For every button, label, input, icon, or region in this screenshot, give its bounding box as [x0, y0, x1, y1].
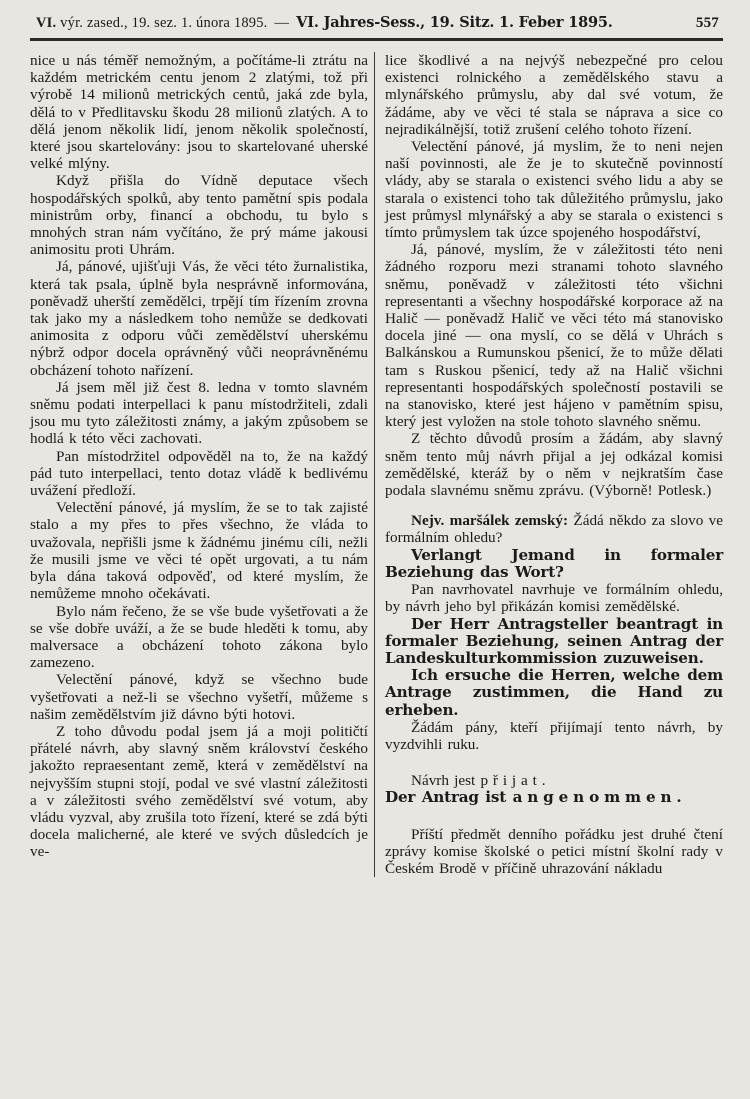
paragraph: Když přišla do Vídně deputace všech hospodářských spolků, aby tento pamětní spis podala ministrům orby, financí a obchodu, tu bylo s mnohých stran nám vyčítáno, že prý máme jakousi animositu proti Uhrám.	[30, 172, 368, 259]
session-label-german: VI. Jahres-Sess., 19. Sitz. 1. Feber 1895.	[296, 14, 613, 31]
paragraph: Velectění pánové, když se všechno bude vyšetřovati a než-li se všechno vyšetří, můžeme s našim zemědělstvím již dávno býti hotovi.	[30, 671, 368, 723]
speaker-paragraph: Nejv. maršálek zemský: Žádá někdo za slovo ve formálním ohledu?	[385, 512, 724, 547]
german-paragraph: Verlangt Jemand in formaler Beziehung das Wort?	[385, 545, 723, 581]
header-rule	[30, 38, 723, 41]
right-column	[375, 52, 723, 877]
paragraph: Žádám pány, kteří přijímají tento návrh, by vyzdvihli ruku.	[385, 718, 723, 753]
paragraph: lice škodlivé a na nejvýš nebezpečné pro celou existenci rolnického a zemědělského stavu a mlynářského průmyslu, aby dal své votum, že žádáme, aby ve věci té stala se náprava a sice co nejradikálnější, totiž zrušení celého tohoto řízení.	[385, 52, 723, 138]
paragraph: Z toho důvodu podal jsem já a moji političtí přátelé návrh, aby slavný sněm království českého jakožto repraesentant země, která v zemědělství na nejvyšším stupni stojí, podal ve své vlastní záležitosti a v záležitosti svého zemědělství své votum, aby vládu vyzval, aby zrušila toto řízení, které se zdá býti docela malicherné, ale které ve svých důsledcích je ve-	[30, 722, 368, 861]
german-paragraph: Der Herr Antragsteller beantragt in formaler Beziehung, seinen Antrag der Landeskulturkommission zuzuweisen.	[385, 614, 723, 667]
paragraph: nice u nás téměř nemožným, a počítáme-li ztrátu na každém metrickém centu jenom 2 zlatými, tož při výrobě 14 milionů metrických centů, jaká zde byla, dělá to v Předlitavsku škodu 28 milionů zlatých. A to dělá jenom několik lidí, jenom několik společností, které jsou skartelovány: jsou to skartelované uherské velké mlýny.	[30, 52, 368, 173]
speaker-name: Nejv. maršálek zemský:	[411, 512, 569, 530]
paragraph: Já, pánové, myslím, že v záležitosti této neni žádného rozporu mezi stranami tohoto slavného sněmu, poněvadž v záležitosti této všichni representanti a všechny hospodářské korporace až na Halič — poněvadž Halič ve věci této má stanovisko docela jiné — ona myslí, co se dělá v Uhrách s Balkánskou a Rumunskou pšenicí, že to může dělati tam s Ruskou pšenicí, tedy až na Halič všichni representanti hospodářských společností postavili se na stanovisko, které jest hájeno v pamětním spisu, který jest vyložen na stole tohoto slavného sněmu.	[385, 241, 723, 431]
next-agenda-paragraph: Příští předmět denního pořádku jest druhé čtení zprávy komise školské o petici místní školní rady v Českém Brodě v příčině uhrazování nákladu	[385, 825, 723, 877]
resolution-german: Der Antrag ist angenommen.	[385, 788, 687, 807]
page-header	[30, 14, 723, 32]
text-columns	[30, 52, 723, 877]
paragraph: Z těchto důvodů prosím a žádám, aby slavný sněm tento můj návrh přijal a jej odkázal komisi zemědělské, kteráž by o něm v nejkratším čase podala slavnému sněmu zprávu. (Výborně! Potlesk.)	[385, 430, 723, 500]
german-paragraph: Ich ersuche die Herren, welche dem Antrage zustimmen, die Hand zu erheben.	[385, 666, 723, 719]
spaced-word: přijat.	[480, 772, 551, 790]
paragraph: Já, pánové, ujišťuji Vás, že věci této žurnalistika, která tak psala, úplně byla nesprávně informována, poněvadž uherští zemědělci, trpějí tím řízením zrovna tak jako my a následkem toho nemůže se dedkovati animosita z odporu vůči zemědělství uherskému nýbrž odpor docela oprávněný vůči neoprávněnému obcházení tohoto nařízení.	[30, 258, 368, 379]
resolution-czech: Návrh jest přijat.	[411, 772, 551, 790]
paragraph: Velectění pánové, já myslim, že to neni nejen naší povinnosti, ale že je to skutečně povinností vlády, aby se starala o existenci svého lidu a aby se starala o existenci toho tak důležitého průmyslu, jako jest průmysl mlynářský a aby se starala o existenci s tímto průmyslem tak úzce spojeného hospodářství,	[385, 138, 723, 242]
paragraph: Já jsem měl již čest 8. ledna v tomto slavném sněmu podati interpellaci k panu místodržiteli, zdali jsou mu tyto záležitosti známy, a jakým způsobem se hodlá k této věci zachovati.	[30, 378, 368, 448]
page-number: 557	[695, 15, 719, 31]
paragraph: Pan místodržitel odpověděl na to, že na každý pád tuto interpellaci, tento dotaz vládě k bedlivému uvážení předloží.	[30, 447, 368, 500]
spaced-word: angenommen.	[512, 788, 687, 807]
paragraph: Bylo nám řečeno, že se vše bude vyšetřovati a že se vše dobře uváží, a že se bude hleděti k tomu, aby malversace a obcházení tohoto zákona bylo zamezeno.	[30, 602, 368, 672]
paragraph: Pan navrhovatel navrhuje ve formálním ohledu, by návrh jeho byl přikázán komisi zemědělské.	[385, 581, 723, 616]
paragraph: Velectění pánové, já myslím, že se to tak zajisté stalo a my přes to přes všechno, že vláda to uvažovala, nepřišli jsme k žádnému jinému cíli, nežli že musili jsme ve věci té opět urgovati, a tu nám byla dána taková odpověď, od které myslím, že nemůžeme mnoho očekávati.	[30, 499, 368, 603]
session-label-czech: VI. výr. zased., 19. sez. 1. února 1895.	[36, 15, 268, 31]
left-column	[30, 52, 374, 877]
header-separator: —	[274, 15, 290, 31]
